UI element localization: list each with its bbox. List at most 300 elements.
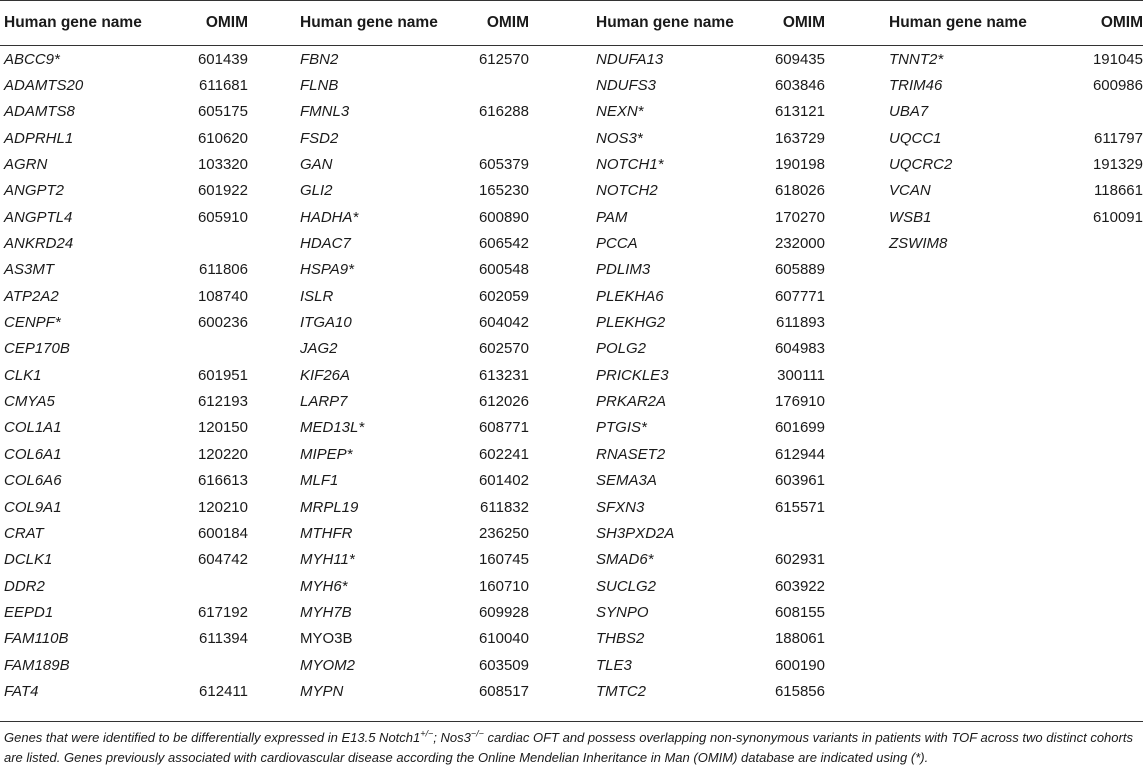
gene-name-cell: NOTCH2 [596,182,658,200]
omim-cell: 604042 [478,314,529,332]
omim-cell [761,520,825,546]
omim-cell: 602059 [478,287,529,305]
omim-cell: 611806 [199,261,248,279]
omim-cell: 611893 [776,314,825,332]
gene-name-cell: CRAT [4,524,44,542]
table-row [0,415,1143,441]
column-spacer [825,46,889,73]
gene-name-cell: TNNT2* [889,50,944,68]
gene-name-cell: MYO3B [300,630,353,648]
gene-name-cell: FAM110B [4,630,69,648]
column-spacer [248,257,300,283]
table-row [0,72,1143,98]
column-spacer [825,468,889,494]
column-spacer [529,336,596,362]
omim-cell: 613121 [774,103,825,121]
gene-name-cell: NOTCH1* [596,156,664,174]
gene-name-cell: TLE3 [596,656,632,674]
gene-name-cell: PDLIM3 [596,261,651,279]
column-spacer [825,573,889,599]
gene-name-cell: DDR2 [4,577,45,595]
table-row [0,336,1143,362]
omim-cell [1049,99,1143,125]
gene-name-cell: MYPN [300,682,344,700]
gene-name-cell: MYOM2 [300,656,356,674]
omim-cell: 611832 [480,498,529,516]
gene-name-cell: MED13L* [300,419,365,437]
omim-cell: 300111 [777,366,825,384]
column-spacer [825,72,889,98]
column-spacer [825,441,889,467]
gene-name-cell: MYH11* [300,551,355,569]
omim-cell: 176910 [774,393,825,411]
omim-cell: 188061 [774,630,825,648]
gene-name-cell: UQCRC2 [889,156,953,174]
omim-cell [180,652,248,678]
column-spacer [248,46,300,73]
table-bottom-rule [0,721,1143,722]
gene-name-cell: FLNB [300,77,339,95]
gene-name-cell [889,388,1049,414]
gene-name-cell: FSD2 [300,129,339,147]
column-spacer [248,520,300,546]
omim-cell: 103320 [197,156,248,174]
gene-name-cell [889,652,1049,678]
gene-name-cell: MLF1 [300,472,339,490]
omim-cell: 600890 [478,208,529,226]
omim-cell: 607771 [774,287,825,305]
omim-cell [1049,388,1143,414]
omim-cell [180,230,248,256]
omim-cell: 617192 [197,603,248,621]
gene-name-cell [889,494,1049,520]
gene-name-cell [889,257,1049,283]
omim-cell: 601951 [197,366,248,384]
gene-name-cell: SUCLG2 [596,577,657,595]
gene-name-cell: NEXN* [596,103,644,121]
omim-cell [1049,441,1143,467]
omim-cell: 160710 [478,577,529,595]
footnote-text: ; Nos3 [433,730,471,745]
table-row [0,652,1143,678]
gene-name-cell: RNASET2 [596,445,666,463]
gene-name-cell: TMTC2 [596,682,646,700]
gene-name-cell: NOS3* [596,129,643,147]
column-spacer [248,204,300,230]
gene-name-cell: FAM189B [4,656,70,674]
table-header-row [0,1,1143,46]
column-spacer [248,599,300,625]
omim-cell: 600548 [478,261,529,279]
omim-cell [1049,652,1143,678]
gene-name-cell: JAG2 [300,340,338,358]
omim-cell: 612411 [199,682,248,700]
column-spacer [825,257,889,283]
column-spacer [825,309,889,335]
gene-name-cell: PLEKHA6 [596,287,664,305]
column-spacer [248,72,300,98]
column-header-omim: OMIM [180,1,248,46]
table-row [0,573,1143,599]
gene-name-cell: SEMA3A [596,472,657,490]
omim-cell: 601439 [197,50,248,68]
table-row [0,468,1143,494]
table-row [0,678,1143,704]
column-spacer [248,573,300,599]
omim-cell [180,336,248,362]
column-spacer [248,415,300,441]
column-spacer [529,257,596,283]
gene-name-cell: SH3PXD2A [596,524,675,542]
column-spacer [825,547,889,573]
table-row [0,125,1143,151]
omim-cell: 610040 [478,630,529,648]
omim-cell [1049,468,1143,494]
omim-cell: 610091 [1092,208,1143,226]
gene-name-cell: THBS2 [596,630,645,648]
omim-cell: 600236 [197,314,248,332]
omim-cell: 604742 [197,551,248,569]
table-row [0,178,1143,204]
column-spacer [529,178,596,204]
omim-cell: 603509 [478,656,529,674]
column-spacer [248,283,300,309]
gene-name-cell: MIPEP* [300,445,353,463]
gene-name-cell: HDAC7 [300,235,351,253]
gene-name-cell: COL6A6 [4,472,62,490]
column-spacer [529,652,596,678]
omim-cell: 611797 [1094,129,1143,147]
column-spacer [248,678,300,704]
omim-cell: 610620 [197,129,248,147]
gene-name-cell: UQCC1 [889,129,942,147]
gene-name-cell [889,441,1049,467]
omim-cell: 616288 [478,103,529,121]
column-header-gene: Human gene name [889,1,1049,46]
gene-name-cell: COL9A1 [4,498,62,516]
column-spacer [529,599,596,625]
gene-name-cell: PCCA [596,235,638,253]
column-spacer [529,283,596,309]
column-spacer [248,336,300,362]
gene-name-cell: TRIM46 [889,77,943,95]
column-spacer [529,125,596,151]
omim-cell [465,72,529,98]
omim-cell: 609435 [774,50,825,68]
omim-cell: 602570 [478,340,529,358]
footnote-text: cardiac OFT and possess overlapping non-synonymous variants in patients with TOF across two distinct cohorts are listed. Genes previously associated with cardiovascular disease according the Online Mendelian Inheritance in Man (OMIM) database are indicated using (*). [4,730,1133,765]
column-spacer [825,626,889,652]
column-spacer [529,388,596,414]
column-spacer [825,178,889,204]
gene-name-cell: ADPRHL1 [4,129,74,147]
omim-cell [465,125,529,151]
table-row [0,520,1143,546]
column-spacer [825,1,889,46]
omim-cell [1049,678,1143,704]
column-header-gene: Human gene name [300,1,465,46]
gene-name-cell: UBA7 [889,103,929,121]
gene-name-cell: HSPA9* [300,261,354,279]
omim-cell: 608771 [478,419,529,437]
gene-name-cell: CLK1 [4,366,42,384]
gene-name-cell: ZSWIM8 [889,235,948,253]
omim-cell [1049,257,1143,283]
gene-name-cell: VCAN [889,182,931,200]
omim-cell: 605910 [197,208,248,226]
column-spacer [529,204,596,230]
omim-cell [180,573,248,599]
column-spacer [825,678,889,704]
omim-cell: 606542 [478,235,529,253]
footnote-superscript: +/− [420,728,434,739]
table-body [0,46,1143,705]
omim-cell: 120210 [197,498,248,516]
omim-cell: 232000 [774,235,825,253]
table-row [0,547,1143,573]
column-spacer [825,125,889,151]
omim-cell: 611681 [199,77,248,95]
omim-cell: 616613 [197,472,248,490]
omim-cell: 120220 [197,445,248,463]
gene-name-cell: NDUFS3 [596,77,657,95]
column-header-omim: OMIM [1049,1,1143,46]
gene-name-cell: ADAMTS8 [4,103,75,121]
gene-name-cell: MYH6* [300,577,348,595]
table-row [0,257,1143,283]
column-spacer [248,362,300,388]
omim-cell [1049,415,1143,441]
column-spacer [529,494,596,520]
omim-cell: 612026 [478,393,529,411]
omim-cell: 191045 [1092,50,1143,68]
column-spacer [248,230,300,256]
omim-cell: 608517 [478,682,529,700]
column-spacer [825,415,889,441]
omim-cell [1049,362,1143,388]
gene-name-cell: NDUFA13 [596,50,664,68]
column-spacer [529,626,596,652]
column-spacer [825,283,889,309]
column-spacer [248,388,300,414]
gene-name-cell: CEP170B [4,340,70,358]
table-row [0,230,1143,256]
gene-name-cell [889,547,1049,573]
gene-name-cell: SMAD6* [596,551,654,569]
gene-name-cell: COL1A1 [4,419,62,437]
column-header-omim: OMIM [761,1,825,46]
column-spacer [529,441,596,467]
column-spacer [529,573,596,599]
column-spacer [529,72,596,98]
omim-cell: 160745 [478,551,529,569]
column-spacer [825,151,889,177]
column-spacer [529,678,596,704]
gene-name-cell: POLG2 [596,340,647,358]
gene-name-cell: PAM [596,208,628,226]
omim-cell: 108740 [197,287,248,305]
omim-cell: 236250 [478,524,529,542]
column-spacer [529,547,596,573]
gene-name-cell: AS3MT [4,261,55,279]
column-spacer [529,468,596,494]
gene-name-cell [889,599,1049,625]
gene-name-cell: DCLK1 [4,551,53,569]
table-row [0,388,1143,414]
gene-name-cell: MTHFR [300,524,353,542]
omim-cell: 163729 [774,129,825,147]
omim-cell [1049,520,1143,546]
column-spacer [248,494,300,520]
gene-name-cell: ATP2A2 [4,287,59,305]
footnote-superscript: −/− [470,728,484,739]
omim-cell: 612193 [197,393,248,411]
column-spacer [248,309,300,335]
column-header-gene: Human gene name [596,1,761,46]
omim-cell: 191329 [1092,156,1143,174]
omim-cell [1049,626,1143,652]
omim-cell: 603846 [774,77,825,95]
gene-name-cell: KIF26A [300,366,351,384]
column-spacer [248,178,300,204]
gene-name-cell: GAN [300,156,333,174]
column-spacer [529,520,596,546]
column-spacer [825,362,889,388]
gene-name-cell: ANKRD24 [4,235,74,253]
table-row [0,151,1143,177]
gene-name-cell [889,362,1049,388]
omim-cell: 190198 [774,156,825,174]
table-row [0,309,1143,335]
gene-name-cell: CMYA5 [4,393,55,411]
column-spacer [529,415,596,441]
gene-name-cell [889,283,1049,309]
omim-cell: 601922 [197,182,248,200]
omim-cell: 618026 [774,182,825,200]
gene-name-cell: ABCC9* [4,50,60,68]
omim-cell: 602931 [774,551,825,569]
column-spacer [825,230,889,256]
table-row [0,283,1143,309]
omim-cell: 609928 [478,603,529,621]
column-spacer [529,1,596,46]
gene-name-cell [889,626,1049,652]
gene-name-cell: FBN2 [300,50,339,68]
gene-name-cell: GLI2 [300,182,333,200]
gene-name-cell: PLEKHG2 [596,314,666,332]
table-row [0,494,1143,520]
gene-name-cell: LARP7 [300,393,348,411]
gene-name-cell: ADAMTS20 [4,77,84,95]
gene-name-cell: HADHA* [300,208,359,226]
omim-cell: 600986 [1092,77,1143,95]
column-spacer [529,309,596,335]
column-spacer [825,520,889,546]
column-spacer [825,204,889,230]
omim-cell: 612570 [478,50,529,68]
omim-cell: 165230 [478,182,529,200]
gene-name-cell: PRICKLE3 [596,366,669,384]
column-spacer [529,362,596,388]
gene-name-cell: PTGIS* [596,419,647,437]
gene-name-cell [889,678,1049,704]
table-row [0,599,1143,625]
omim-cell: 604983 [774,340,825,358]
table-row [0,626,1143,652]
column-spacer [825,652,889,678]
gene-name-cell: ANGPT2 [4,182,65,200]
column-spacer [825,599,889,625]
column-spacer [825,388,889,414]
column-spacer [825,336,889,362]
gene-name-cell: FMNL3 [300,103,350,121]
omim-cell [1049,547,1143,573]
column-spacer [248,1,300,46]
omim-cell: 600190 [774,656,825,674]
column-spacer [248,99,300,125]
column-spacer [248,652,300,678]
omim-cell: 603961 [774,472,825,490]
column-spacer [825,99,889,125]
table-row [0,204,1143,230]
column-spacer [529,46,596,73]
gene-name-cell: COL6A1 [4,445,62,463]
omim-cell: 605175 [197,103,248,121]
gene-name-cell: EEPD1 [4,603,54,621]
column-spacer [529,99,596,125]
omim-cell [1049,336,1143,362]
gene-name-cell: ANGPTL4 [4,208,73,226]
omim-cell: 612944 [774,445,825,463]
column-spacer [248,151,300,177]
gene-name-cell: WSB1 [889,208,932,226]
table-footnote [4,728,1139,768]
gene-name-cell: FAT4 [4,682,39,700]
omim-cell: 603922 [774,577,825,595]
gene-name-cell [889,468,1049,494]
gene-name-cell: MRPL19 [300,498,359,516]
table-row [0,441,1143,467]
omim-cell: 613231 [478,366,529,384]
column-spacer [248,626,300,652]
gene-name-cell: ITGA10 [300,314,352,332]
column-spacer [529,230,596,256]
omim-cell [1049,283,1143,309]
omim-cell [1049,599,1143,625]
omim-cell [1049,309,1143,335]
omim-cell: 602241 [478,445,529,463]
column-header-omim: OMIM [465,1,529,46]
gene-name-cell: SFXN3 [596,498,645,516]
gene-name-cell: CENPF* [4,314,61,332]
gene-name-cell [889,309,1049,335]
omim-cell: 615856 [774,682,825,700]
gene-name-cell: ISLR [300,287,334,305]
omim-cell [1049,573,1143,599]
table-row [0,362,1143,388]
column-spacer [248,441,300,467]
gene-name-cell [889,415,1049,441]
table-row [0,46,1143,73]
omim-cell: 120150 [197,419,248,437]
column-spacer [248,468,300,494]
gene-name-cell: SYNPO [596,603,649,621]
gene-name-cell: MYH7B [300,603,352,621]
column-spacer [248,547,300,573]
column-spacer [248,125,300,151]
gene-name-cell [889,573,1049,599]
gene-name-cell [889,336,1049,362]
